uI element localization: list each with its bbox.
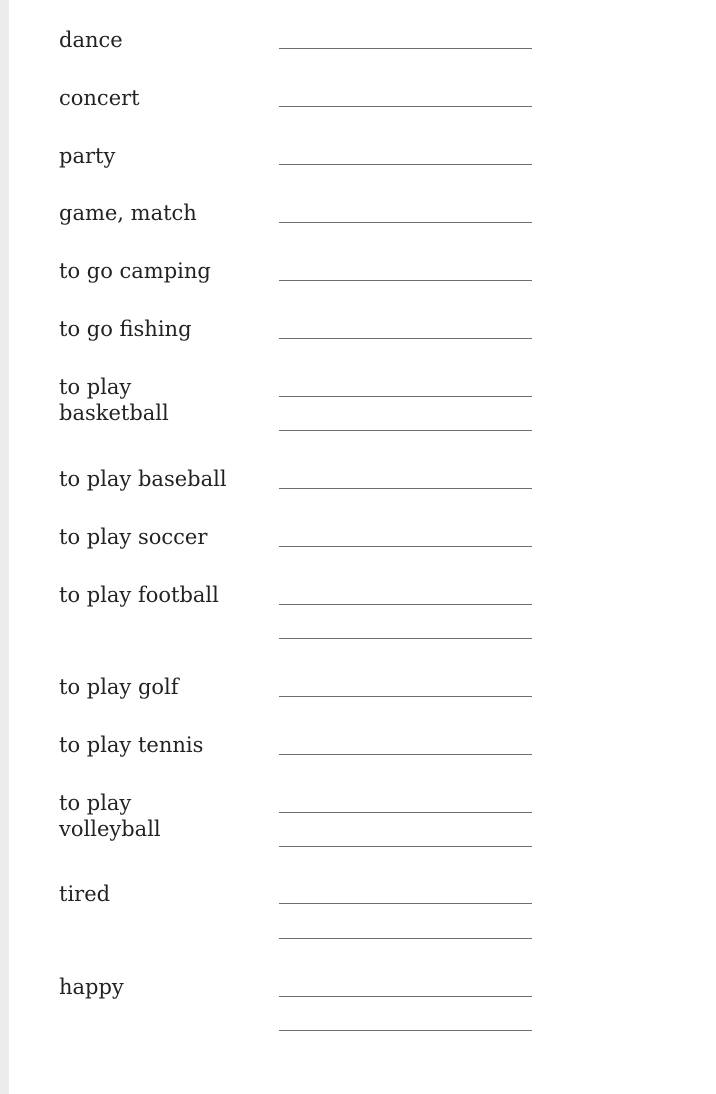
- answer-blank[interactable]: [279, 812, 532, 813]
- term-to-play-basketball: to play basketball: [59, 375, 169, 425]
- answer-blank[interactable]: [279, 396, 532, 397]
- answer-blank[interactable]: [279, 696, 532, 697]
- term-happy: happy: [59, 975, 124, 999]
- answer-blank[interactable]: [279, 604, 532, 605]
- answer-blank[interactable]: [279, 164, 532, 165]
- answer-blank[interactable]: [279, 754, 532, 755]
- term-to-play-baseball: to play baseball: [59, 467, 227, 491]
- answer-blank[interactable]: [279, 488, 532, 489]
- answer-blank-extra[interactable]: [279, 1030, 532, 1031]
- term-tired: tired: [59, 882, 111, 906]
- term-concert: concert: [59, 86, 140, 110]
- term-dance: dance: [59, 28, 123, 52]
- answer-blank-extra[interactable]: [279, 938, 532, 939]
- answer-blank[interactable]: [279, 48, 532, 49]
- term-to-play-football: to play football: [59, 583, 219, 607]
- term-to-play-tennis: to play tennis: [59, 733, 204, 757]
- term-to-go-camping: to go camping: [59, 259, 211, 283]
- term-to-go-fishing: to go fishing: [59, 317, 192, 341]
- answer-blank[interactable]: [279, 996, 532, 997]
- term-to-play-golf: to play golf: [59, 675, 179, 699]
- answer-blank[interactable]: [279, 338, 532, 339]
- answer-blank[interactable]: [279, 222, 532, 223]
- answer-blank[interactable]: [279, 903, 532, 904]
- answer-blank-extra[interactable]: [279, 430, 532, 431]
- answer-blank[interactable]: [279, 546, 532, 547]
- term-to-play-soccer: to play soccer: [59, 525, 208, 549]
- term-party: party: [59, 144, 116, 168]
- answer-blank[interactable]: [279, 280, 532, 281]
- answer-blank-extra[interactable]: [279, 638, 532, 639]
- answer-blank[interactable]: [279, 106, 532, 107]
- page-edge-strip: [0, 0, 9, 1094]
- term-game-match: game, match: [59, 201, 197, 225]
- term-to-play-volleyball: to play volleyball: [59, 791, 161, 841]
- answer-blank-extra[interactable]: [279, 846, 532, 847]
